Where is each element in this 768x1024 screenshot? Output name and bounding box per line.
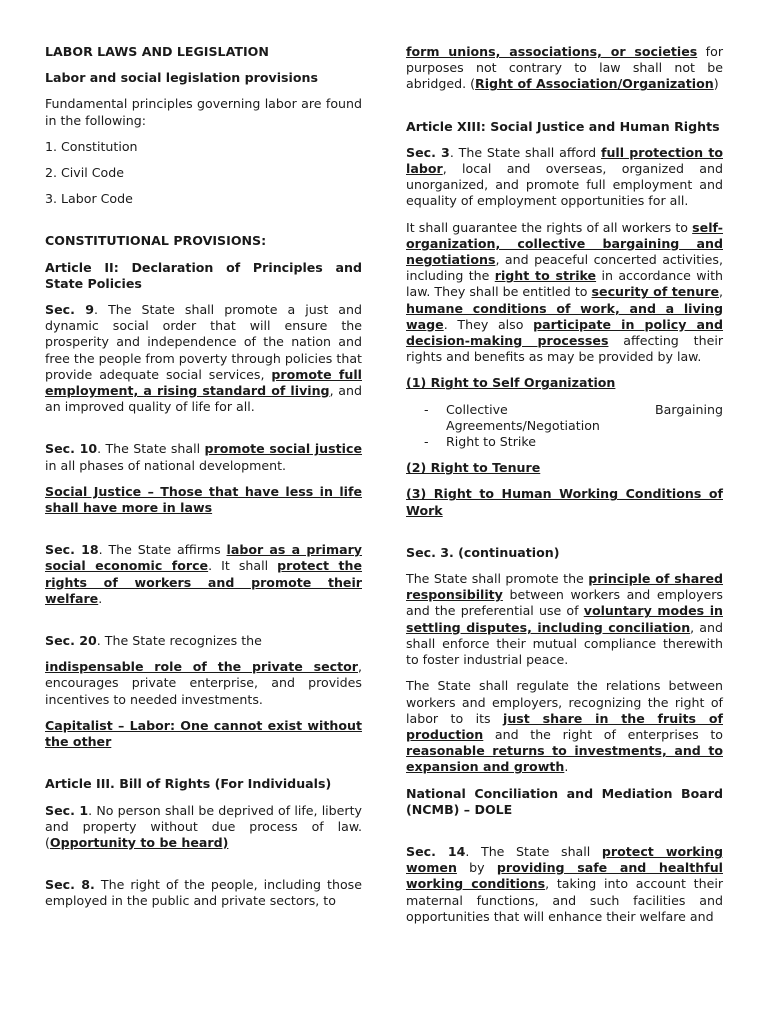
emphasis: labor as a primary social economic force [45, 542, 362, 574]
ncmb-heading: National Conciliation and Mediation Board (NCMB) – DOLE [406, 785, 723, 817]
emphasis: voluntary modes in settling disputes, including conciliation [406, 603, 723, 635]
article-13-heading: Article XIII: Social Justice and Human Rights [406, 118, 720, 134]
sec-14-paragraph: Sec. 14. The State shall protect working women by providing safe and healthful working conditions, taking into account their maternal functions, and such facilities and opportunities that will enhance their welfare and [406, 843, 723, 924]
section-label: Sec. 3 [406, 144, 450, 160]
source-item: 1. Constitution [45, 138, 138, 154]
emphasis: full protection to labor [406, 144, 723, 177]
emphasis: humane conditions of work, and a living wage [406, 300, 723, 332]
sec-3-paragraph: Sec. 3. The State shall afford full protection to labor, local and overseas, organized and unorganized, and promote full employment and equality of employment opportunities for all. [406, 144, 723, 209]
social-justice-note: Social Justice – Those that have less in life shall have more in laws [45, 483, 362, 516]
section-label: Sec. 14 [406, 843, 466, 859]
emphasis: participate in policy and decision-making processes [406, 316, 724, 349]
source-item: 3. Labor Code [45, 191, 133, 207]
guarantee-paragraph: It shall guarantee the rights of all workers to self-organization, collective bargaining and negotiations, and peaceful concerted activities, including the right to strike in accordance with law. They shall be entitled to security of tenure, humane conditions of work, and a living wage. They also participate in policy and decision-making processes affecting their rights and benefits as may be provided by law. [406, 219, 724, 365]
emphasis: promote full employment, a rising standard of living [45, 366, 362, 399]
constitutional-heading: CONSTITUTIONAL PROVISIONS: [45, 233, 267, 249]
right-2-heading: (2) Right to Tenure [406, 460, 541, 476]
section-label: Sec. 18 [45, 542, 99, 558]
emphasis: protect working women [406, 843, 723, 876]
shared-responsibility-paragraph: The State shall promote the principle of shared responsibility between workers and employers and the preferential use of voluntary modes in settling disputes, including conciliation, and shall enforce their mutual compliance therewith to foster industrial peace. [406, 571, 723, 668]
sec-10-paragraph: Sec. 10. The State shall promote social justice in all phases of national development. [45, 441, 362, 473]
emphasis: self-organization, collective bargaining and negotiations [406, 219, 723, 268]
sec-18-paragraph: Sec. 18. The State affirms labor as a primary social economic force. It shall protect the rights of workers and promote their welfare. [45, 542, 362, 606]
list-item: - Right to Strike [406, 434, 723, 450]
sec-20-continuation: indispensable role of the private sector, encourages private enterprise, and provides incentives to needed investments. [45, 659, 362, 707]
article-3-heading: Article III. Bill of Rights (For Individuals) [45, 776, 332, 792]
emphasis: security of tenure [591, 284, 719, 300]
right-column [406, 44, 723, 935]
section-label: Sec. 1 [45, 802, 89, 818]
emphasis: promote social justice [204, 441, 362, 457]
regulate-paragraph: The State shall regulate the relations between workers and employers, recognizing the right of labor to its just share in the fruits of production and the right of enterprises to reasonable returns to investments, and to expansion and growth. [406, 678, 723, 775]
emphasis: Right of Association/Organization [475, 76, 714, 92]
emphasis: form unions, associations, or societies [406, 44, 698, 59]
emphasis: Opportunity to be heard) [49, 834, 229, 850]
emphasis: just share in the fruits of production [406, 710, 723, 742]
list-item: - Collective Bargaining Agreements/Negotiation [406, 402, 723, 434]
sec-8-paragraph: Sec. 8. The right of the people, including those employed in the public and private sectors, to [45, 877, 362, 909]
capitalist-note: Capitalist – Labor: One cannot exist without the other [45, 717, 362, 750]
right-3-heading: (3) Right to Human Working Conditions of Work [406, 486, 723, 518]
sec-1-paragraph: Sec. 1. No person shall be deprived of life, liberty and property without due process of law. (Opportunity to be heard) [45, 802, 362, 850]
section-label: Sec. 10 [45, 441, 98, 457]
sec-8-continuation: form unions, associations, or societies for purposes not contrary to law shall not be abridged. (Right of Association/Organization) [406, 44, 724, 92]
document-title: LABOR LAWS AND LEGISLATION [45, 44, 269, 59]
intro-paragraph: Fundamental principles governing labor are found in the following: [45, 96, 362, 128]
left-column [45, 44, 362, 920]
right-1-heading: (1) Right to Self Organization [406, 375, 616, 391]
sec-20-paragraph: Sec. 20. The State recognizes the [45, 633, 262, 649]
sec-3-continuation-heading: Sec. 3. (continuation) [406, 544, 560, 560]
emphasis: providing safe and healthful working conditions [406, 860, 723, 892]
emphasis: indispensable role of the private sector [45, 659, 358, 675]
emphasis: principle of shared responsibility [406, 571, 723, 603]
emphasis: protect the rights of workers and promote their welfare [45, 558, 362, 606]
right-1-list [406, 402, 723, 451]
section-label: Sec. 20 [45, 633, 97, 649]
article-2-heading: Article II: Declaration of Principles and State Policies [45, 259, 362, 291]
source-item: 2. Civil Code [45, 165, 125, 181]
emphasis: right to strike [494, 268, 597, 284]
section-label: Sec. 9 [45, 302, 95, 318]
emphasis: reasonable returns to investments, and to expansion and growth [406, 743, 723, 775]
sec-9-paragraph: Sec. 9. The State shall promote a just and dynamic social order that will ensure the prosperity and independence of the nation and free the people from poverty through policies that provide adequate social services, promote full employment, a rising standard of living, and an improved quality of life for all. [45, 302, 362, 415]
section-label: Sec. 8. [45, 877, 95, 893]
document-subtitle: Labor and social legislation provisions [45, 70, 318, 86]
